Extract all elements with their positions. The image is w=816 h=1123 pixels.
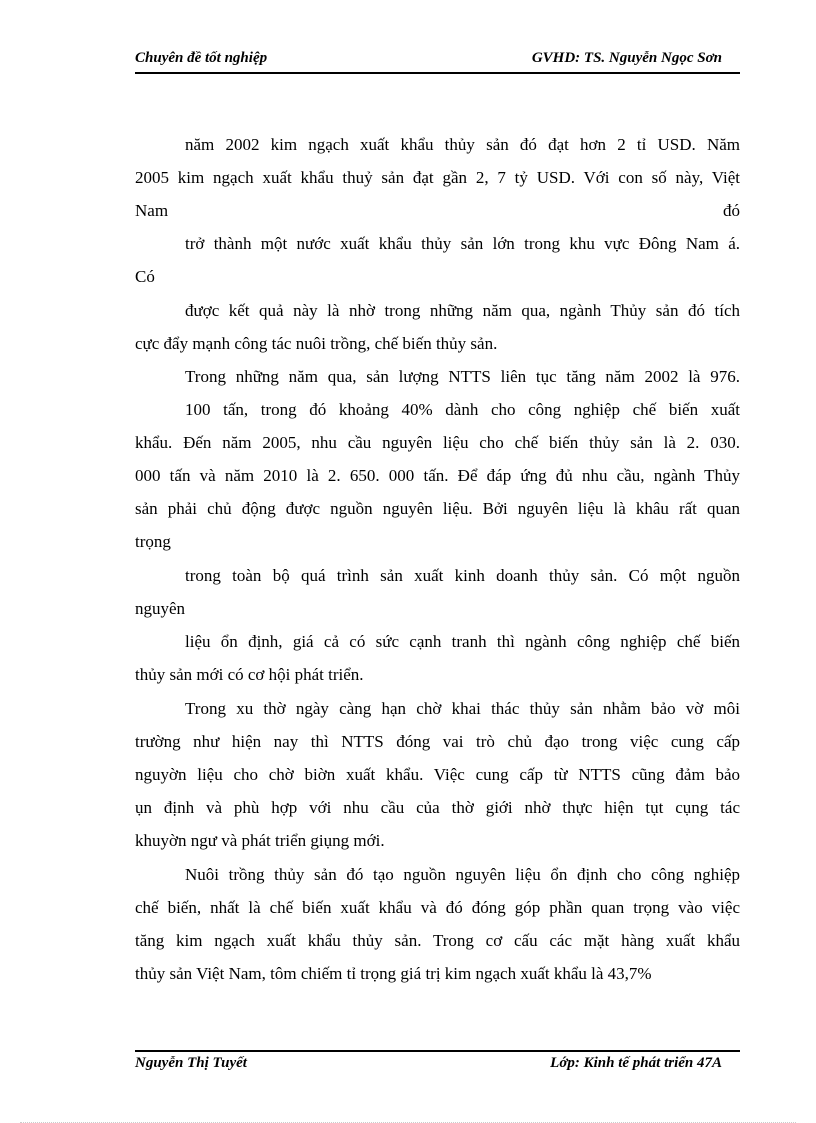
text-line: Trong xu thờ ngày càng hạn chờ khai thác thủy sản nhằm bảo vờ môi bbox=[185, 699, 740, 718]
text-line: trong toàn bộ quá trình sản xuất kinh doanh thủy sản. Có một nguồn bbox=[185, 566, 740, 585]
header-advisor: GVHD: TS. Nguyễn Ngọc Sơn bbox=[531, 50, 722, 66]
text-line: thủy sản mới có cơ hội phát triển. bbox=[135, 665, 364, 684]
text-line: trở thành một nước xuất khẩu thủy sản lớn trong khu vực Đông Nam á. bbox=[185, 234, 740, 253]
footer-author: Nguyễn Thị Tuyết bbox=[135, 1055, 247, 1071]
footer-class: Lớp: Kinh tế phát triển 47A bbox=[550, 1055, 722, 1071]
text-line: thủy sản Việt Nam, tôm chiếm tỉ trọng giá trị kim ngạch xuất khẩu là 43,7% bbox=[135, 964, 652, 983]
text-line: được kết quả này là nhờ trong những năm qua, ngành Thủy sản đó tích bbox=[185, 301, 740, 320]
text-line: 100 tấn, trong đó khoảng 40% dành cho công nghiệp chế biến xuất bbox=[185, 400, 740, 419]
text-line: Nuôi trồng thủy sản đó tạo nguồn nguyên liệu ổn định cho công nghiệp bbox=[185, 865, 740, 884]
text-line: nguyên bbox=[135, 599, 186, 618]
text-line: nguyờn liệu cho chờ biờn xuất khẩu. Việc cung cấp từ NTTS cũng đảm bảo bbox=[135, 765, 740, 784]
text-line: tăng kim ngạch xuất khẩu thủy sản. Trong cơ cấu các mặt hàng xuất khẩu bbox=[135, 931, 740, 950]
text-line: sản phải chủ động được nguồn nguyên liệu. Bởi nguyên liệu là khâu rất quan bbox=[135, 499, 740, 518]
text-line: 000 tấn và năm 2010 là 2. 650. 000 tấn. Để đáp ứng đủ nhu cầu, ngành Thủy bbox=[135, 466, 740, 485]
text-line: đó bbox=[723, 201, 740, 220]
text-line: chế biến, nhất là chế biến xuất khẩu và đó đóng góp phần quan trọng vào việc bbox=[135, 898, 740, 917]
text-line: Nam bbox=[135, 201, 169, 220]
text-line: Trong những năm qua, sản lượng NTTS liên tục tăng năm 2002 là 976. bbox=[185, 367, 740, 386]
text-line: trọng bbox=[135, 532, 171, 551]
text-line: khẩu. Đến năm 2005, nhu cầu nguyên liệu cho chế biến thủy sản là 2. 030. bbox=[135, 433, 740, 452]
header-document-type: Chuyên đề tốt nghiệp bbox=[135, 50, 268, 66]
text-line: Có bbox=[135, 267, 155, 286]
text-line: ụn định và phù hợp với nhu cầu của thờ giới nhờ thực hiện tụt cụng tác bbox=[135, 798, 740, 817]
page-footer bbox=[135, 1050, 740, 1076]
text-line: 2005 kim ngạch xuất khẩu thuỷ sản đạt gần 2, 7 tỷ USD. Với con số này, Việt bbox=[135, 168, 740, 187]
text-line: khuyờn ngư và phát triển giụng mới. bbox=[135, 831, 385, 850]
text-line: năm 2002 kim ngạch xuất khẩu thủy sản đó đạt hơn 2 tỉ USD. Năm bbox=[185, 135, 740, 154]
text-line: cực đẩy mạnh công tác nuôi trồng, chế biến thủy sản. bbox=[135, 334, 498, 353]
text-line: trường như hiện nay thì NTTS đóng vai trò chủ đạo trong việc cung cấp bbox=[135, 732, 740, 751]
text-line: liệu ổn định, giá cả có sức cạnh tranh thì ngành công nghiệp chế biến bbox=[185, 632, 740, 651]
page-header bbox=[135, 48, 740, 74]
